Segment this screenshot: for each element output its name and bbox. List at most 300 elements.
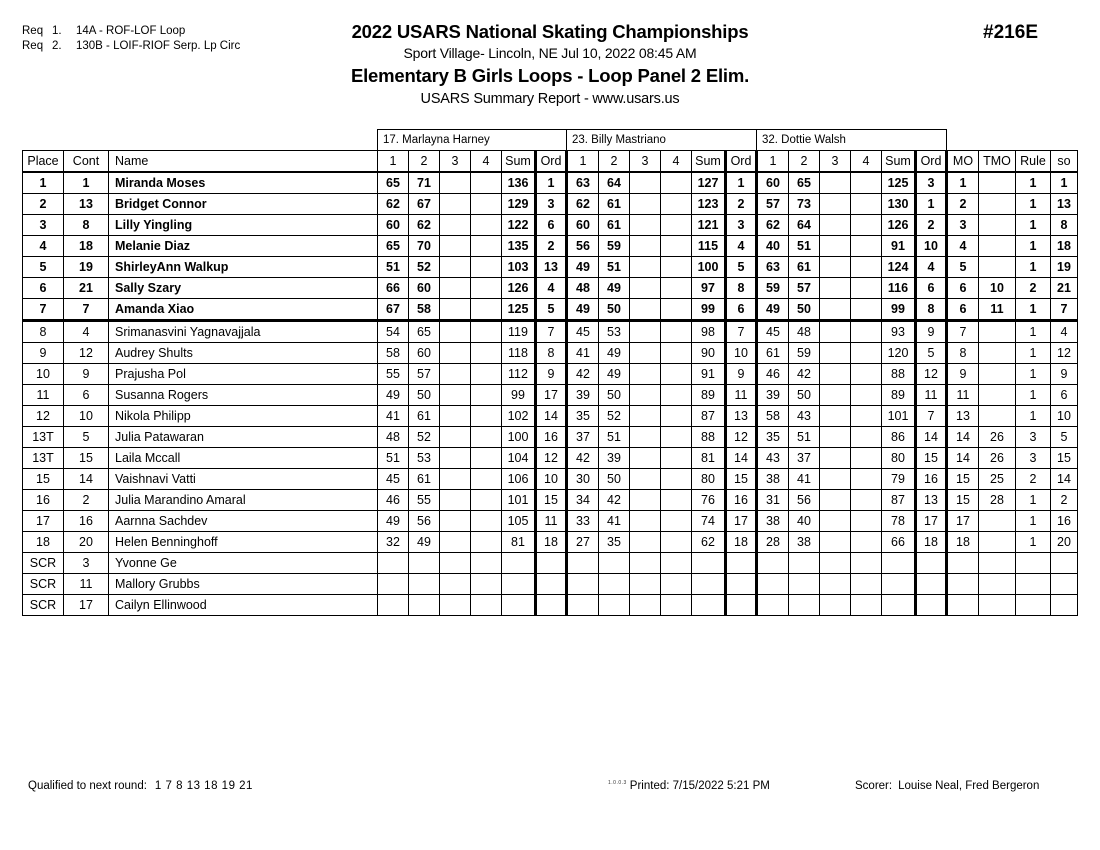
cell-judge1-ord: 17 [536,385,567,406]
cell-judge1-score2: 50 [409,385,440,406]
cell-mo: 14 [947,427,979,448]
cell-judge2-sum: 91 [692,364,726,385]
cell-judge3-score2: 73 [789,194,820,215]
cell-judge1-score1: 48 [378,427,409,448]
cell-judge1-score2: 52 [409,427,440,448]
scorer-names: Louise Neal, Fred Bergeron [898,780,1040,792]
cell-judge2-score2: 50 [599,469,630,490]
cell-judge2-sum: 98 [692,321,726,343]
cell-mo: 15 [947,469,979,490]
cell-judge2-ord: 12 [726,427,757,448]
cell-judge2-sum: 80 [692,469,726,490]
column-header-judge2-sum: Sum [692,151,726,173]
cell-judge1-score4 [471,278,502,299]
cell-judge2-score1 [567,595,599,616]
cell-judge2-score3 [630,385,661,406]
column-header-judge1-ord: Ord [536,151,567,173]
cell-judge3-ord: 11 [916,385,947,406]
cell-judge2-score3 [630,172,661,194]
cell-judge1-score1 [378,595,409,616]
cell-tmo [979,532,1016,553]
cell-rule: 1 [1016,257,1051,278]
cell-name: Aarnna Sachdev [109,511,378,532]
cell-judge3-score1: 45 [757,321,789,343]
cell-judge3-ord: 10 [916,236,947,257]
cell-judge1-score4 [471,553,502,574]
cell-judge1-score4 [471,364,502,385]
banner-spacer [23,130,378,151]
cell-judge2-score1: 62 [567,194,599,215]
cell-cont: 6 [64,385,109,406]
cell-judge1-score3 [440,364,471,385]
cell-so: 14 [1051,469,1078,490]
cell-judge1-score4 [471,448,502,469]
cell-so: 21 [1051,278,1078,299]
cell-judge3-score2: 50 [789,385,820,406]
cell-judge2-score4 [661,343,692,364]
cell-judge2-score1: 34 [567,490,599,511]
cell-judge1-score4 [471,215,502,236]
cell-name: Susanna Rogers [109,385,378,406]
cell-judge3-sum: 101 [882,406,916,427]
cell-place: 12 [23,406,64,427]
cell-rule: 3 [1016,448,1051,469]
cell-place: 11 [23,385,64,406]
cell-judge3-score3 [820,194,851,215]
cell-judge1-score1: 46 [378,490,409,511]
table-row [23,194,1078,215]
cell-name: Amanda Xiao [109,299,378,321]
cell-judge3-score3 [820,343,851,364]
cell-judge3-ord: 1 [916,194,947,215]
cell-judge2-score1: 49 [567,257,599,278]
cell-tmo [979,385,1016,406]
cell-so: 20 [1051,532,1078,553]
results-table [22,129,1078,616]
cell-judge1-score3 [440,299,471,321]
cell-judge2-score4 [661,194,692,215]
qualified-summary [28,780,253,792]
cell-so [1051,574,1078,595]
cell-judge2-score4 [661,448,692,469]
cell-judge2-score4 [661,299,692,321]
cell-judge1-score2: 71 [409,172,440,194]
cell-judge1-ord: 13 [536,257,567,278]
cell-judge1-score4 [471,490,502,511]
cell-judge1-score3 [440,448,471,469]
cell-judge1-score2: 53 [409,448,440,469]
cell-cont: 19 [64,257,109,278]
cell-judge2-score3 [630,194,661,215]
table-row [23,511,1078,532]
cell-name: Sally Szary [109,278,378,299]
cell-judge3-score2: 51 [789,427,820,448]
cell-judge1-score4 [471,469,502,490]
cell-judge1-score3 [440,257,471,278]
cell-judge1-score1: 49 [378,385,409,406]
cell-judge1-score2 [409,553,440,574]
cell-so: 19 [1051,257,1078,278]
cell-judge1-score3 [440,194,471,215]
results-table-wrapper [22,129,1078,616]
cell-mo: 11 [947,385,979,406]
cell-judge1-sum: 118 [502,343,536,364]
cell-judge3-score3 [820,469,851,490]
cell-rule [1016,574,1051,595]
cell-so [1051,553,1078,574]
cell-mo: 3 [947,215,979,236]
cell-judge3-sum: 93 [882,321,916,343]
cell-judge2-score1: 35 [567,406,599,427]
cell-judge2-sum: 123 [692,194,726,215]
cell-judge1-sum: 112 [502,364,536,385]
cell-judge3-score2: 42 [789,364,820,385]
cell-judge1-score1: 49 [378,511,409,532]
cell-judge2-score4 [661,553,692,574]
cell-judge3-score1: 40 [757,236,789,257]
cell-judge3-score4 [851,574,882,595]
cell-judge3-sum [882,574,916,595]
cell-judge3-sum: 86 [882,427,916,448]
cell-judge3-score1: 38 [757,511,789,532]
cell-judge1-score1: 32 [378,532,409,553]
cell-place: 13T [23,448,64,469]
cell-name: Vaishnavi Vatti [109,469,378,490]
printed-info [608,780,770,792]
cell-tmo [979,257,1016,278]
column-header-judge1-score1: 1 [378,151,409,173]
cell-judge1-score3 [440,532,471,553]
cell-name: Lilly Yingling [109,215,378,236]
cell-judge3-sum: 78 [882,511,916,532]
cell-judge2-sum: 88 [692,427,726,448]
cell-mo [947,595,979,616]
cell-so: 6 [1051,385,1078,406]
cell-cont: 13 [64,194,109,215]
cell-judge2-ord: 17 [726,511,757,532]
cell-judge2-score3 [630,406,661,427]
cell-mo: 6 [947,299,979,321]
cell-rule: 1 [1016,490,1051,511]
cell-rule: 1 [1016,364,1051,385]
cell-judge3-score4 [851,427,882,448]
cell-judge1-ord [536,553,567,574]
cell-cont: 4 [64,321,109,343]
cell-place: 2 [23,194,64,215]
cell-judge1-ord: 10 [536,469,567,490]
championship-title: 2022 USARS National Skating Championships [351,21,749,42]
cell-judge3-score1: 59 [757,278,789,299]
cell-judge2-score2: 52 [599,406,630,427]
cell-rule: 1 [1016,215,1051,236]
cell-judge3-score2 [789,595,820,616]
cell-judge2-sum: 99 [692,299,726,321]
cell-judge2-ord: 3 [726,215,757,236]
cell-judge2-sum: 127 [692,172,726,194]
cell-judge2-sum: 115 [692,236,726,257]
table-row [23,490,1078,511]
cell-judge2-score3 [630,574,661,595]
cell-judge2-sum [692,553,726,574]
cell-rule: 3 [1016,427,1051,448]
qualified-numbers: 1 7 8 13 18 19 21 [154,780,253,792]
cell-cont: 5 [64,427,109,448]
cell-judge2-score2: 35 [599,532,630,553]
cell-judge1-score1: 51 [378,257,409,278]
cell-judge1-score3 [440,406,471,427]
cell-judge3-score3 [820,574,851,595]
cell-judge1-sum: 100 [502,427,536,448]
cell-mo: 18 [947,532,979,553]
cell-place: 17 [23,511,64,532]
column-header-judge2-score4: 4 [661,151,692,173]
cell-judge2-score4 [661,427,692,448]
requirement-text: 14A - ROF-LOF Loop [76,25,186,37]
cell-judge1-ord: 5 [536,299,567,321]
cell-judge3-score2: 57 [789,278,820,299]
cell-judge1-sum: 136 [502,172,536,194]
printed-timestamp: 7/15/2022 5:21 PM [672,780,770,792]
cell-judge2-score3 [630,427,661,448]
cell-judge2-score3 [630,299,661,321]
cell-judge3-sum: 66 [882,532,916,553]
cell-judge2-sum: 100 [692,257,726,278]
table-row [23,278,1078,299]
cell-tmo: 11 [979,299,1016,321]
cell-judge3-score1: 63 [757,257,789,278]
column-header-cont: Cont [64,151,109,173]
cell-judge1-score1: 66 [378,278,409,299]
cell-judge2-score2: 51 [599,427,630,448]
cell-judge1-score1: 41 [378,406,409,427]
cell-judge1-sum: 119 [502,321,536,343]
column-header-judge3-sum: Sum [882,151,916,173]
cell-judge1-score3 [440,511,471,532]
cell-judge2-score1: 33 [567,511,599,532]
cell-judge1-sum: 106 [502,469,536,490]
cell-judge3-sum: 124 [882,257,916,278]
cell-judge2-sum: 97 [692,278,726,299]
cell-judge3-ord: 13 [916,490,947,511]
cell-judge1-score3 [440,469,471,490]
cell-judge3-ord [916,574,947,595]
cell-judge3-score4 [851,448,882,469]
cell-judge3-sum [882,553,916,574]
cell-judge1-score1: 55 [378,364,409,385]
column-header-judge2-ord: Ord [726,151,757,173]
cell-judge3-score2: 48 [789,321,820,343]
cell-judge2-sum: 74 [692,511,726,532]
cell-judge2-score4 [661,574,692,595]
cell-name: Melanie Diaz [109,236,378,257]
cell-judge2-score1: 49 [567,299,599,321]
cell-judge1-sum: 101 [502,490,536,511]
cell-judge2-score2: 39 [599,448,630,469]
cell-judge2-score2: 53 [599,321,630,343]
cell-mo: 2 [947,194,979,215]
cell-judge1-sum [502,595,536,616]
cell-mo: 7 [947,321,979,343]
cell-judge2-sum [692,574,726,595]
cell-judge3-sum: 99 [882,299,916,321]
cell-mo: 1 [947,172,979,194]
cell-judge3-sum: 88 [882,364,916,385]
cell-judge1-sum [502,574,536,595]
cell-judge2-score4 [661,595,692,616]
cell-so: 2 [1051,490,1078,511]
cell-judge2-score1: 45 [567,321,599,343]
cell-judge2-score3 [630,490,661,511]
cell-judge3-ord: 4 [916,257,947,278]
scorer-info [855,780,1039,792]
cell-judge2-score4 [661,215,692,236]
cell-place: 10 [23,364,64,385]
cell-place: 8 [23,321,64,343]
cell-so: 4 [1051,321,1078,343]
cell-judge3-sum: 80 [882,448,916,469]
requirement-number: 1. [52,25,62,37]
cell-judge2-score4 [661,406,692,427]
cell-judge3-ord: 5 [916,343,947,364]
cell-judge3-score4 [851,278,882,299]
cell-judge3-score2 [789,553,820,574]
cell-place: 18 [23,532,64,553]
cell-judge2-sum [692,595,726,616]
cell-judge2-score3 [630,343,661,364]
cell-judge3-ord: 12 [916,364,947,385]
cell-place: 6 [23,278,64,299]
column-header-judge1-sum: Sum [502,151,536,173]
cell-judge3-score3 [820,278,851,299]
cell-judge1-sum: 122 [502,215,536,236]
table-row [23,364,1078,385]
cell-cont: 2 [64,490,109,511]
cell-cont: 3 [64,553,109,574]
event-title: Elementary B Girls Loops - Loop Panel 2 Elim. [350,65,750,86]
cell-judge1-score3 [440,490,471,511]
cell-judge1-ord [536,595,567,616]
cell-judge3-score4 [851,194,882,215]
table-row [23,406,1078,427]
cell-judge1-score3 [440,278,471,299]
cell-judge1-sum: 81 [502,532,536,553]
column-header-so: so [1051,151,1078,173]
cell-judge3-ord [916,595,947,616]
cell-judge1-ord: 7 [536,321,567,343]
cell-judge2-ord: 1 [726,172,757,194]
cell-judge2-score1: 56 [567,236,599,257]
column-header-judge1-score3: 3 [440,151,471,173]
cell-judge2-sum: 76 [692,490,726,511]
cell-tmo: 25 [979,469,1016,490]
cell-place: 15 [23,469,64,490]
cell-rule: 1 [1016,172,1051,194]
column-header-mo: MO [947,151,979,173]
cell-judge3-score1: 39 [757,385,789,406]
table-row [23,553,1078,574]
cell-mo [947,574,979,595]
cell-judge2-score3 [630,278,661,299]
cell-judge1-score3 [440,172,471,194]
cell-judge1-ord: 3 [536,194,567,215]
cell-judge2-score1 [567,574,599,595]
cell-judge1-score3 [440,595,471,616]
cell-judge2-score3 [630,469,661,490]
cell-judge1-score2 [409,595,440,616]
column-header-rule: Rule [1016,151,1051,173]
cell-so: 13 [1051,194,1078,215]
cell-judge3-score1: 57 [757,194,789,215]
cell-judge3-score3 [820,595,851,616]
cell-judge3-score3 [820,321,851,343]
cell-rule: 1 [1016,299,1051,321]
cell-judge3-ord: 7 [916,406,947,427]
cell-cont: 21 [64,278,109,299]
cell-place: SCR [23,553,64,574]
cell-judge1-sum: 105 [502,511,536,532]
cell-judge3-score2: 61 [789,257,820,278]
table-row [23,385,1078,406]
requirement-number: 2. [52,40,62,52]
cell-judge2-score3 [630,553,661,574]
scorer-label: Scorer: [855,780,893,792]
cell-judge1-score4 [471,299,502,321]
table-row [23,321,1078,343]
cell-so: 10 [1051,406,1078,427]
cell-judge3-score3 [820,172,851,194]
cell-judge3-score2: 65 [789,172,820,194]
cell-judge1-score2: 60 [409,343,440,364]
cell-judge2-ord [726,595,757,616]
cell-judge1-score1: 51 [378,448,409,469]
cell-judge1-score1: 67 [378,299,409,321]
cell-tmo [979,343,1016,364]
cell-judge3-score1: 46 [757,364,789,385]
cell-judge3-score4 [851,490,882,511]
cell-judge3-score1: 35 [757,427,789,448]
cell-judge1-score3 [440,343,471,364]
column-header-judge3-score3: 3 [820,151,851,173]
cell-judge2-ord: 5 [726,257,757,278]
cell-place: SCR [23,574,64,595]
cell-so: 16 [1051,511,1078,532]
cell-judge2-sum: 81 [692,448,726,469]
cell-place: 7 [23,299,64,321]
cell-judge1-score2: 70 [409,236,440,257]
cell-tmo: 26 [979,427,1016,448]
requirement-text: 130B - LOIF-RIOF Serp. Lp Circ [76,40,241,52]
cell-judge1-score4 [471,172,502,194]
cell-judge1-score3 [440,553,471,574]
cell-tmo [979,194,1016,215]
cell-judge2-ord: 11 [726,385,757,406]
cell-judge3-ord: 6 [916,278,947,299]
venue-datetime: Sport Village- Lincoln, NE Jul 10, 2022 08:45 AM [403,45,697,61]
cell-judge1-score2: 62 [409,215,440,236]
cell-judge2-ord: 14 [726,448,757,469]
cell-cont: 14 [64,469,109,490]
cell-judge3-score4 [851,511,882,532]
cell-judge1-ord: 8 [536,343,567,364]
cell-so: 9 [1051,364,1078,385]
cell-judge3-score3 [820,257,851,278]
cell-judge3-score2: 51 [789,236,820,257]
cell-judge3-score3 [820,532,851,553]
cell-judge2-score2: 42 [599,490,630,511]
cell-judge2-sum: 90 [692,343,726,364]
cell-judge1-score2: 61 [409,469,440,490]
cell-tmo [979,236,1016,257]
